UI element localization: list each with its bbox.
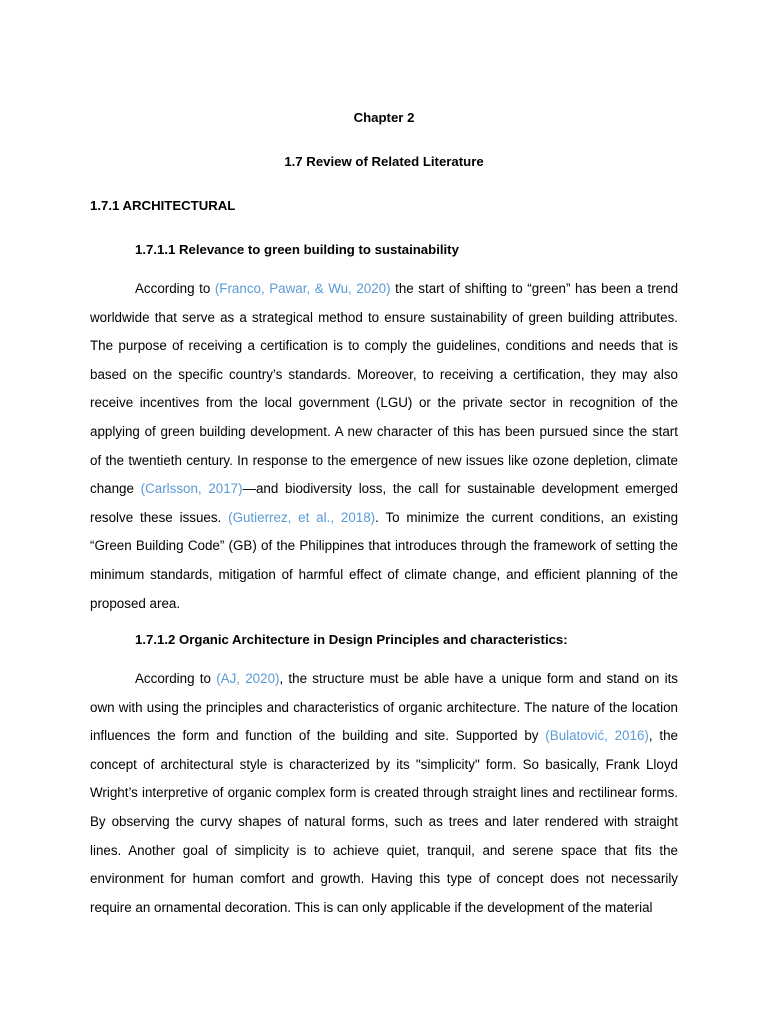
topic-heading-green-building: 1.7.1.1 Relevance to green building to sustainability bbox=[135, 242, 459, 257]
chapter-heading: Chapter 2 bbox=[353, 110, 415, 125]
paragraph-text: the start of shifting to “green” has been a trend worldwide that serve as a strategical method to ensure sustainability of green building attributes. The purpose of receiving a certification is to comply the guidelines, conditions and needs that is based on the specific country’s standards. Moreover, to receiving a certification, they may also receive incentives from the local government (LGU) or the private sector in recognition of the applying of green building development. A new character of this has been pursued since the start of the twentieth century. In response to the emergence of new issues like ozone depletion, climate change bbox=[90, 281, 679, 497]
topic-heading-organic-architecture: 1.7.1.2 Organic Architecture in Design Principles and characteristics: bbox=[135, 632, 568, 647]
paragraph-text: , the concept of architectural style is characterized by its "simplicity" form. So basically, Frank Lloyd Wright’s interpretive of organic complex form is created through straight lines and rectilinear forms. By observing the curvy shapes of natural forms, such as trees and later rendered with straight lines. Another goal of simplicity is to achieve quiet, tranquil, and serene space that fits the environment for human comfort and growth. Having this type of concept does not necessarily require an ornamental decoration. This is can only applicable if the development of the material bbox=[90, 728, 678, 915]
paragraph-text: According to bbox=[135, 671, 217, 686]
paragraph-text: , the structure must be able have a unique form and stand on its own with using the principles and characteristics of organic architecture. The nature of the location influences the form and function of the building and site. Supported by bbox=[90, 671, 679, 744]
paragraph-green-building bbox=[90, 275, 678, 618]
citation-link[interactable]: (Franco, Pawar, & Wu, 2020) bbox=[214, 281, 391, 296]
subsection-title: 1.7.1 ARCHITECTURAL bbox=[90, 198, 236, 213]
citation-link[interactable]: (Gutierrez, et al., 2018) bbox=[228, 509, 376, 525]
citation-link[interactable]: (AJ, 2020) bbox=[216, 671, 280, 686]
paragraph-text: . To minimize the current conditions, an existing “Green Building Code” (GB) of the Philippines that introduces through the framework of setting the minimum standards, mitigation of harmful effect of climate change, and efficient planning of the proposed area. bbox=[90, 509, 679, 611]
paragraph-organic-architecture bbox=[90, 665, 678, 922]
paragraph-text: —and biodiversity loss, the call for sustainable development emerged resolve these issues. bbox=[90, 481, 678, 525]
citation-link[interactable]: (Carlsson, 2017) bbox=[140, 481, 243, 497]
section-title: 1.7 Review of Related Literature bbox=[284, 154, 484, 169]
paragraph-text: According to bbox=[135, 281, 215, 296]
citation-link[interactable]: (Bulatović, 2016) bbox=[545, 728, 649, 744]
